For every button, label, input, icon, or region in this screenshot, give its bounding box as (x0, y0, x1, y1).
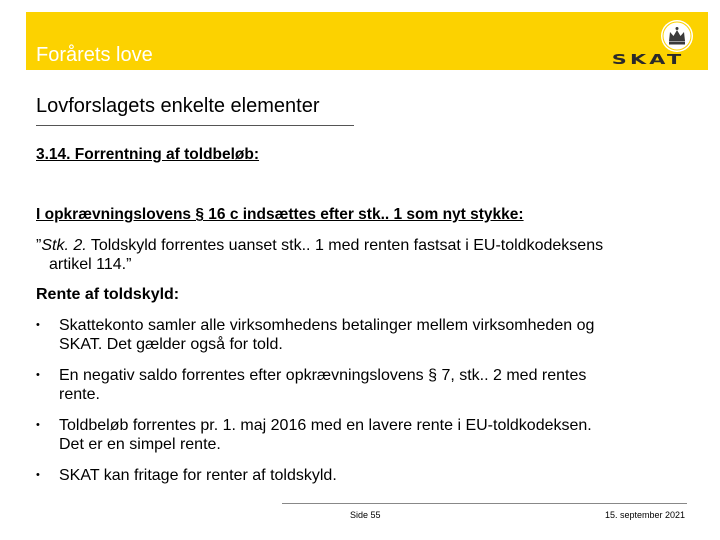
bullet-icon: • (36, 319, 40, 331)
list-item (36, 466, 696, 485)
list-item (36, 366, 696, 404)
quote-text: Toldskyld forrentes uanset stk.. 1 med renten fastsat i EU-toldkodeksens (86, 237, 604, 254)
paragraph-heading: I opkrævningslovens § 16 c indsættes efter stk.. 1 som nyt stykke: (36, 206, 524, 223)
list-item (36, 316, 696, 354)
bullet-line: Skattekonto samler alle virksomhedens betalinger mellem virksomheden og (59, 317, 595, 334)
bullet-line: Toldbeløb forrentes pr. 1. maj 2016 med en lavere rente i EU-toldkodeksen. (59, 417, 592, 434)
page-number: Side 55 (350, 510, 381, 520)
crown-icon (660, 19, 694, 53)
slide-title: Forårets love (36, 44, 153, 66)
bullet-icon: • (36, 469, 40, 481)
list-item (36, 416, 696, 454)
header-banner (26, 12, 708, 70)
rente-heading: Rente af toldskyld: (36, 286, 180, 303)
law-quote (36, 236, 696, 274)
bullet-line: En negativ saldo forrentes efter opkrævningslovens § 7, stk.. 2 med rentes (59, 367, 587, 384)
slide-subtitle: Lovforslagets enkelte elementer (36, 95, 320, 117)
quote-mark: ” (36, 237, 42, 254)
subtitle-divider (36, 125, 354, 126)
quote-stk: Stk. 2. (41, 237, 87, 254)
bullet-line: Det er en simpel rente. (59, 436, 221, 453)
bullet-list (36, 316, 696, 497)
skat-logo: SKAT (611, 53, 684, 68)
bullet-line: SKAT kan fritage for renter af toldskyld. (59, 467, 337, 484)
bullet-icon: • (36, 419, 40, 431)
bullet-line: rente. (59, 386, 100, 403)
section-heading: 3.14. Forrentning af toldbeløb: (36, 146, 260, 163)
footer-divider (282, 503, 687, 504)
law-quote-line-1 (36, 236, 696, 255)
footer-date: 15. september 2021 (604, 510, 685, 520)
bullet-line: SKAT. Det gælder også for told. (59, 336, 283, 353)
bullet-icon: • (36, 369, 40, 381)
law-quote-line-2: artikel 114.” (49, 256, 132, 273)
